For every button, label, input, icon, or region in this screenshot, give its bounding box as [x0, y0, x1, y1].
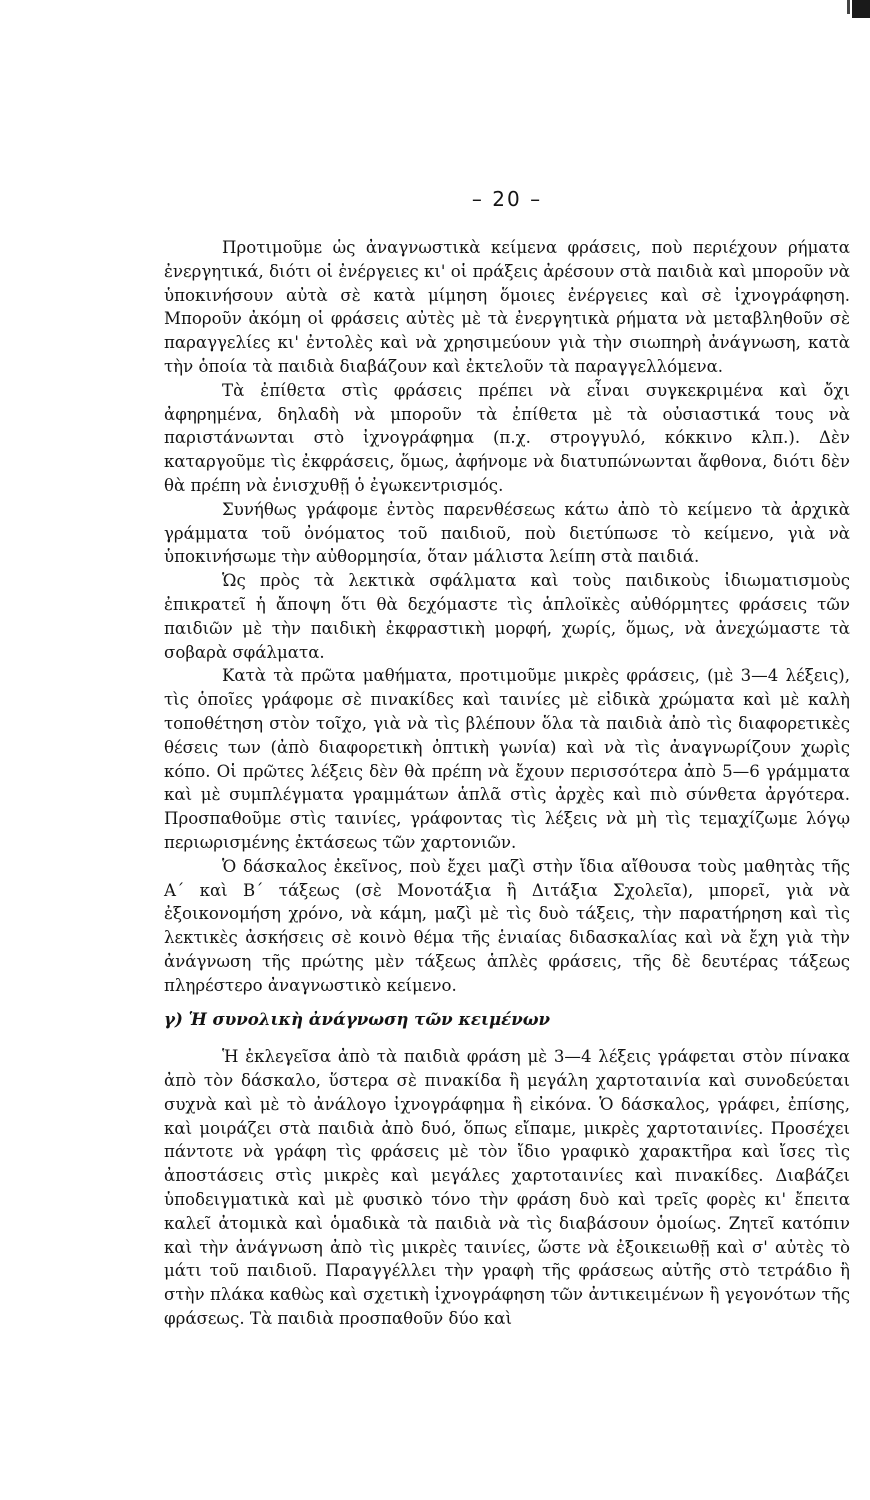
paragraph-initials: Συνήθως γράφομε ἐντὸς παρενθέσεως κάτω ἀπὸ τὸ κείμενο τὰ ἀρχικὰ γράμματα τοῦ ὀνόματος τοῦ παιδιοῦ, ποὺ διετύπωσε τὸ κείμενο, γιὰ νὰ ὑποκινήσωμε τὴν αὐθορμησία, ὅταν μάλιστα λείπη στὰ παιδιά.: [164, 499, 850, 567]
paragraph-first-lessons: Κατὰ τὰ πρῶτα μαθήματα, προτιμοῦμε μικρὲς φράσεις, (μὲ 3—4 λέξεις), τὶς ὁποῖες γράφομε σὲ πινακίδες καὶ ταινίες μὲ εἰδικὰ χρώματα καὶ μὲ καλὴ τοποθέτηση στὸν τοῖχο, γιὰ νὰ τὶς βλέπουν ὅλα τὰ παιδιὰ ἀπὸ τὶς διαφορετικὲς θέσεις των (ἀπὸ διαφορετικὴ ὀπτικὴ γωνία) καὶ νὰ τὶς ἀναγνωρίζουν χωρὶς κόπο. Οἱ πρῶτες λέξεις δὲν θὰ πρέπη νὰ ἔχουν περισσότερα ἀπὸ 5—6 γράμματα καὶ μὲ συμπλέγματα γραμμάτων ἁπλᾶ στὶς ἀρχὲς καὶ πιὸ σύνθετα ἀργότερα. Προσπαθοῦμε στὶς ταινίες, γράφοντας τὶς λέξεις νὰ μὴ τὶς τεμαχίζωμε λόγῳ περιωρισμένης ἐκτάσεως τῶν χαρτονιῶν.: [164, 666, 850, 852]
paragraph-verbal-errors: Ὡς πρὸς τὰ λεκτικὰ σφάλματα καὶ τοὺς παιδικοὺς ἰδιωματισμοὺς ἐπικρατεῖ ἡ ἄποψη ὅτι θὰ δεχόμαστε τὶς ἁπλοϊκὲς αὐθόρμητες φράσεις τῶν παιδιῶν μὲ τὴν παιδικὴ ἐκφραστικὴ μορφή, χωρίς, ὅμως, νὰ ἀνεχώμαστε τὰ σοβαρὰ σφάλματα.: [164, 571, 850, 662]
paragraph-collective-reading: Ἡ ἐκλεγεῖσα ἀπὸ τὰ παιδιὰ φράση μὲ 3—4 λέξεις γράφεται στὸν πίνακα ἀπὸ τὸν δάσκαλο, ὕστερα σὲ πινακίδα ἢ μεγάλη χαρτοταινία καὶ συνοδεύεται συχνὰ καὶ μὲ τὸ ἀνάλογο ἰχνογράφημα ἢ εἰκόνα. Ὁ δάσκαλος, γράφει, ἐπίσης, καὶ μοιράζει στὰ παιδιὰ ἀπὸ δυό, ὅπως εἴπαμε, μικρὲς χαρτοταινίες. Προσέχει πάντοτε νὰ γράφη τὶς φράσεις μὲ τὸν ἴδιο γραφικὸ χαρακτῆρα καὶ ἴσες τὶς ἀποστάσεις στὶς μικρὲς καὶ μεγάλες χαρτοταινίες καὶ πινακίδες. Διαβάζει ὑποδειγματικὰ καὶ μὲ φυσικὸ τόνο τὴν φράση δυὸ καὶ τρεῖς φορὲς κι' ἔπειτα καλεῖ ἀτομικὰ καὶ ὁμαδικὰ τὰ παιδιὰ νὰ τὶς διαβάσουν ὁμοίως. Ζητεῖ κατόπιν καὶ τὴν ἀνάγνωση ἀπὸ τὶς μικρὲς ταινίες, ὥστε νὰ ἐξοικειωθῇ καὶ σ' αὐτὲς τὸ μάτι τοῦ παιδιοῦ. Παραγγέλλει τὴν γραφὴ τῆς φράσεως αὐτῆς στὸ τετράδιο ἢ στὴν πλάκα καθὼς καὶ σχετικὴ ἰχνογράφηση τῶν ἀντικειμένων ἢ γεγονότων τῆς φράσεως. Τὰ παιδιὰ προσπαθοῦν δύο καὶ: [164, 1047, 850, 1329]
page-number: – 20 –: [471, 187, 543, 211]
paragraph-multi-grade-teacher: Ὁ δάσκαλος ἐκεῖνος, ποὺ ἔχει μαζὶ στὴν ἴδια αἴθουσα τοὺς μαθητὰς τῆς Α΄ καὶ Β΄ τάξεως (σὲ Μονοτάξια ἢ Διτάξια Σχολεῖα), μπορεῖ, γιὰ νὰ ἐξοικονομήση χρόνο, νὰ κάμη, μαζὶ μὲ τὶς δυὸ τάξεις, τὴν παρατήρηση καὶ τὶς λεκτικὲς ἀσκήσεις σὲ κοινὸ θέμα τῆς ἑνιαίας διδασκαλίας καὶ νὰ ἔχη γιὰ τὴν ἀνάγνωση τῆς πρώτης μὲν τάξεως ἁπλὲς φράσεις, τῆς δὲ δευτέρας τάξεως πληρέστερο ἀναγνωστικὸ κείμενο.: [164, 856, 850, 995]
scan-edge-mark: [852, 0, 870, 18]
document-body: [164, 236, 850, 1331]
scan-edge-line: [847, 0, 850, 14]
paragraph-adjectives: Τὰ ἐπίθετα στὶς φράσεις πρέπει νὰ εἶναι συγκεκριμένα καὶ ὄχι ἀφηρημένα, δηλαδὴ νὰ μποροῦν τὰ ἐπίθετα μὲ τὰ οὐσιαστικά τους νὰ παριστάνωνται στὸ ἰχνογράφημα (π.χ. στρογγυλό, κόκκινο κλπ.). Δὲν καταργοῦμε τὶς ἐκφράσεις, ὅμως, ἀφήνομε νὰ διατυπώνωνται ἄφθονα, διότι δὲν θὰ πρέπη νὰ ἐνισχυθῇ ὁ ἐγωκεντρισμός.: [164, 380, 850, 495]
paragraph-active-verbs: Προτιμοῦμε ὡς ἀναγνωστικὰ κείμενα φράσεις, ποὺ περιέχουν ρήματα ἐνεργητικά, διότι οἱ ἐνέργειες κι' οἱ πράξεις ἀρέσουν στὰ παιδιὰ καὶ μποροῦν νὰ ὑποκινήσουν αὐτὰ σὲ κατὰ μίμηση ὅμοιες ἐνέργειες καὶ σὲ ἰχνογράφηση. Μποροῦν ἀκόμη οἱ φράσεις αὐτὲς μὲ τὰ ἐνεργητικὰ ρήματα νὰ μεταβληθοῦν σὲ παραγγελίες κι' ἐντολὲς καὶ νὰ χρησιμεύουν γιὰ τὴν σιωπηρὴ ἀνάγνωση, κατὰ τὴν ὁποία τὰ παιδιὰ διαβάζουν καὶ ἐκτελοῦν τὰ παραγγελλόμενα.: [164, 238, 850, 376]
section-heading: γ) Ἡ συνολικὴ ἀνάγνωση τῶν κειμένων: [164, 1008, 551, 1029]
